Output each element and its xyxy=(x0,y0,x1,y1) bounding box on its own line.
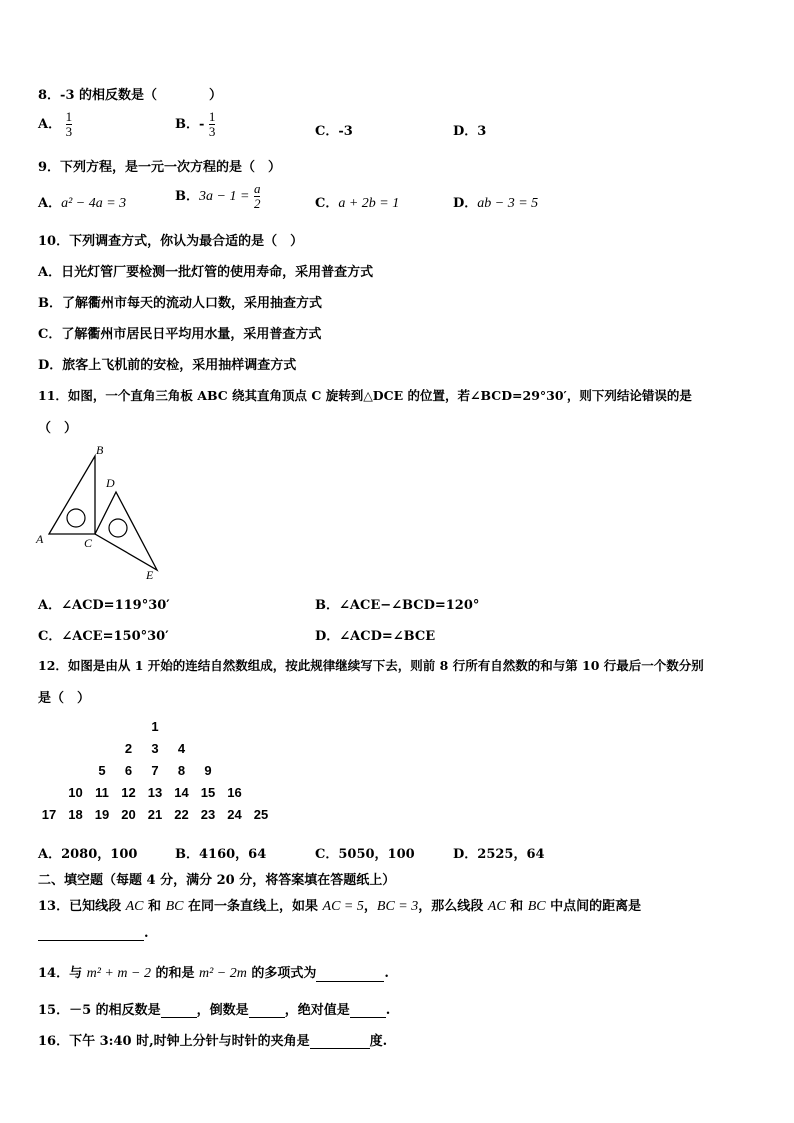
q12-option-d[interactable]: D．2525，64 xyxy=(453,847,545,862)
equation: a² − 4a = 3 xyxy=(61,196,127,211)
q8-option-b[interactable] xyxy=(175,110,215,139)
triangle-number: 24 xyxy=(227,807,242,822)
triangle-number: 3 xyxy=(151,741,159,756)
label-e: E xyxy=(146,568,154,582)
triangle-number: 13 xyxy=(147,785,163,800)
triangle-number: 10 xyxy=(68,785,83,800)
q10-option-c[interactable]: C．了解衢州市居民日平均用水量，采用普查方式 xyxy=(38,327,322,342)
triangle-number: 15 xyxy=(200,785,216,800)
answer-blank[interactable] xyxy=(161,1005,197,1018)
triangle-number: 18 xyxy=(68,807,83,822)
fraction: $\frac{1}{3}$ xyxy=(208,109,216,139)
q8-option-a[interactable] xyxy=(38,110,72,139)
equation: 3a − 1 = xyxy=(199,189,250,204)
q9-option-c[interactable]: C．a + 2b = 1 xyxy=(315,196,400,211)
answer-blank[interactable] xyxy=(38,928,144,941)
label-c: C xyxy=(84,536,93,550)
q13-stem: 13．已知线段 AC 和 BC 在同一条直线上，如果 AC = 5，BC = 3，那么线段 AC 和 BC 中点间的距离是 xyxy=(38,899,642,914)
q12-option-a[interactable]: A．2080，100 xyxy=(38,847,138,862)
label-b: B xyxy=(96,443,104,457)
q8-stem: 8．-3 的相反数是（ ） xyxy=(38,88,223,103)
q12-option-b[interactable]: B．4160，64 xyxy=(175,847,267,862)
q10-option-d[interactable]: D．旅客上飞机前的安检，采用抽样调查方式 xyxy=(38,358,297,373)
triangle-number: 20 xyxy=(121,807,136,822)
triangle-abc-hole xyxy=(67,509,85,527)
option-label: A． xyxy=(38,117,62,132)
triangle-number: 17 xyxy=(41,807,57,822)
label-d: D xyxy=(106,476,115,490)
section-heading: 二、填空题（每题 4 分，满分 20 分，将答案填在答题纸上） xyxy=(38,873,396,888)
fraction: $\frac{a}{2}$ xyxy=(253,181,261,211)
triangle-number: 19 xyxy=(94,807,110,822)
q9-stem: 9．下列方程，是一元一次方程的是（ ） xyxy=(38,160,282,175)
triangle-number: 16 xyxy=(227,785,242,800)
triangle-number: 8 xyxy=(177,763,186,778)
q11-option-b[interactable]: B．∠ACE−∠BCD=120° xyxy=(315,598,480,613)
equation: a + 2b = 1 xyxy=(338,196,400,211)
q14-stem: 14．与 m² + m − 2 的和是 m² − 2m 的多项式为 . xyxy=(38,966,389,981)
triangle-abc xyxy=(49,456,95,534)
triangle-figure xyxy=(32,440,172,585)
equation: ab − 3 = 5 xyxy=(477,196,539,211)
label-a: A xyxy=(36,532,44,546)
q10-stem: 10．下列调查方式，你认为最合适的是（ ） xyxy=(38,234,304,249)
q8-option-d[interactable]: D．3 xyxy=(453,124,487,139)
q8-option-c[interactable]: C．-3 xyxy=(315,124,353,139)
q9-option-a[interactable]: A．a² − 4a = 3 xyxy=(38,196,127,211)
triangle-number: 5 xyxy=(98,763,106,778)
option-label: B．- xyxy=(175,117,205,132)
q11-option-a[interactable]: A．∠ACD=119°30′ xyxy=(38,598,170,613)
q15-stem: 15．－5 的相反数是 ，倒数是 ，绝对值是 . xyxy=(38,1003,391,1018)
q11-option-d[interactable]: D．∠ACD=∠BCE xyxy=(315,629,436,644)
triangle-number: 6 xyxy=(124,763,133,778)
triangle-number: 1 xyxy=(151,719,159,734)
answer-blank[interactable] xyxy=(310,1036,370,1049)
q11-stem: 11．如图，一个直角三角板 ABC 绕其直角顶点 C 旋转到△DCE 的位置，若∠BCD=29°30′，则下列结论错误的是 xyxy=(38,388,692,403)
triangle-number: 12 xyxy=(121,785,136,800)
q12-option-c[interactable]: C．5050，100 xyxy=(315,847,415,862)
triangle-number: 25 xyxy=(253,807,269,822)
q9-option-d[interactable]: D．ab − 3 = 5 xyxy=(453,196,539,211)
q13-answer[interactable]: . xyxy=(38,926,149,941)
q9-option-b[interactable]: B．3a − 1 = $\frac{a}{2}$ xyxy=(175,181,261,211)
triangle-number: 21 xyxy=(147,807,163,822)
q10-option-a[interactable]: A．日光灯管厂要检测一批灯管的使用寿命，采用普查方式 xyxy=(38,265,374,280)
q11-option-c[interactable]: C．∠ACE=150°30′ xyxy=(38,629,169,644)
q10-option-b[interactable]: B．了解衢州市每天的流动人口数，采用抽查方式 xyxy=(38,296,322,311)
triangle-number: 23 xyxy=(200,807,216,822)
q11-paren: （ ） xyxy=(38,421,78,436)
triangle-number: 4 xyxy=(177,741,186,756)
q12-stem-cont: 是（ ） xyxy=(38,691,91,706)
triangle-dce-hole xyxy=(109,519,127,537)
answer-blank[interactable] xyxy=(249,1005,285,1018)
q16-stem: 16．下午 3:40 时,时钟上分针与时针的夹角是 度. xyxy=(38,1034,388,1049)
triangle-number: 14 xyxy=(174,785,189,800)
triangle-number: 22 xyxy=(174,807,189,822)
triangle-number: 7 xyxy=(151,763,159,778)
fraction: $\frac{1}{3}$ xyxy=(65,109,73,139)
triangle-number: 11 xyxy=(95,785,109,800)
answer-blank[interactable] xyxy=(316,969,384,982)
triangle-number: 9 xyxy=(204,763,212,778)
answer-blank[interactable] xyxy=(350,1005,386,1018)
q12-stem: 12．如图是由从 1 开始的连结自然数组成，按此规律继续写下去，则前 8 行所有自然数的和与第 10 行最后一个数分别 xyxy=(38,658,704,673)
triangle-number: 2 xyxy=(124,741,133,756)
